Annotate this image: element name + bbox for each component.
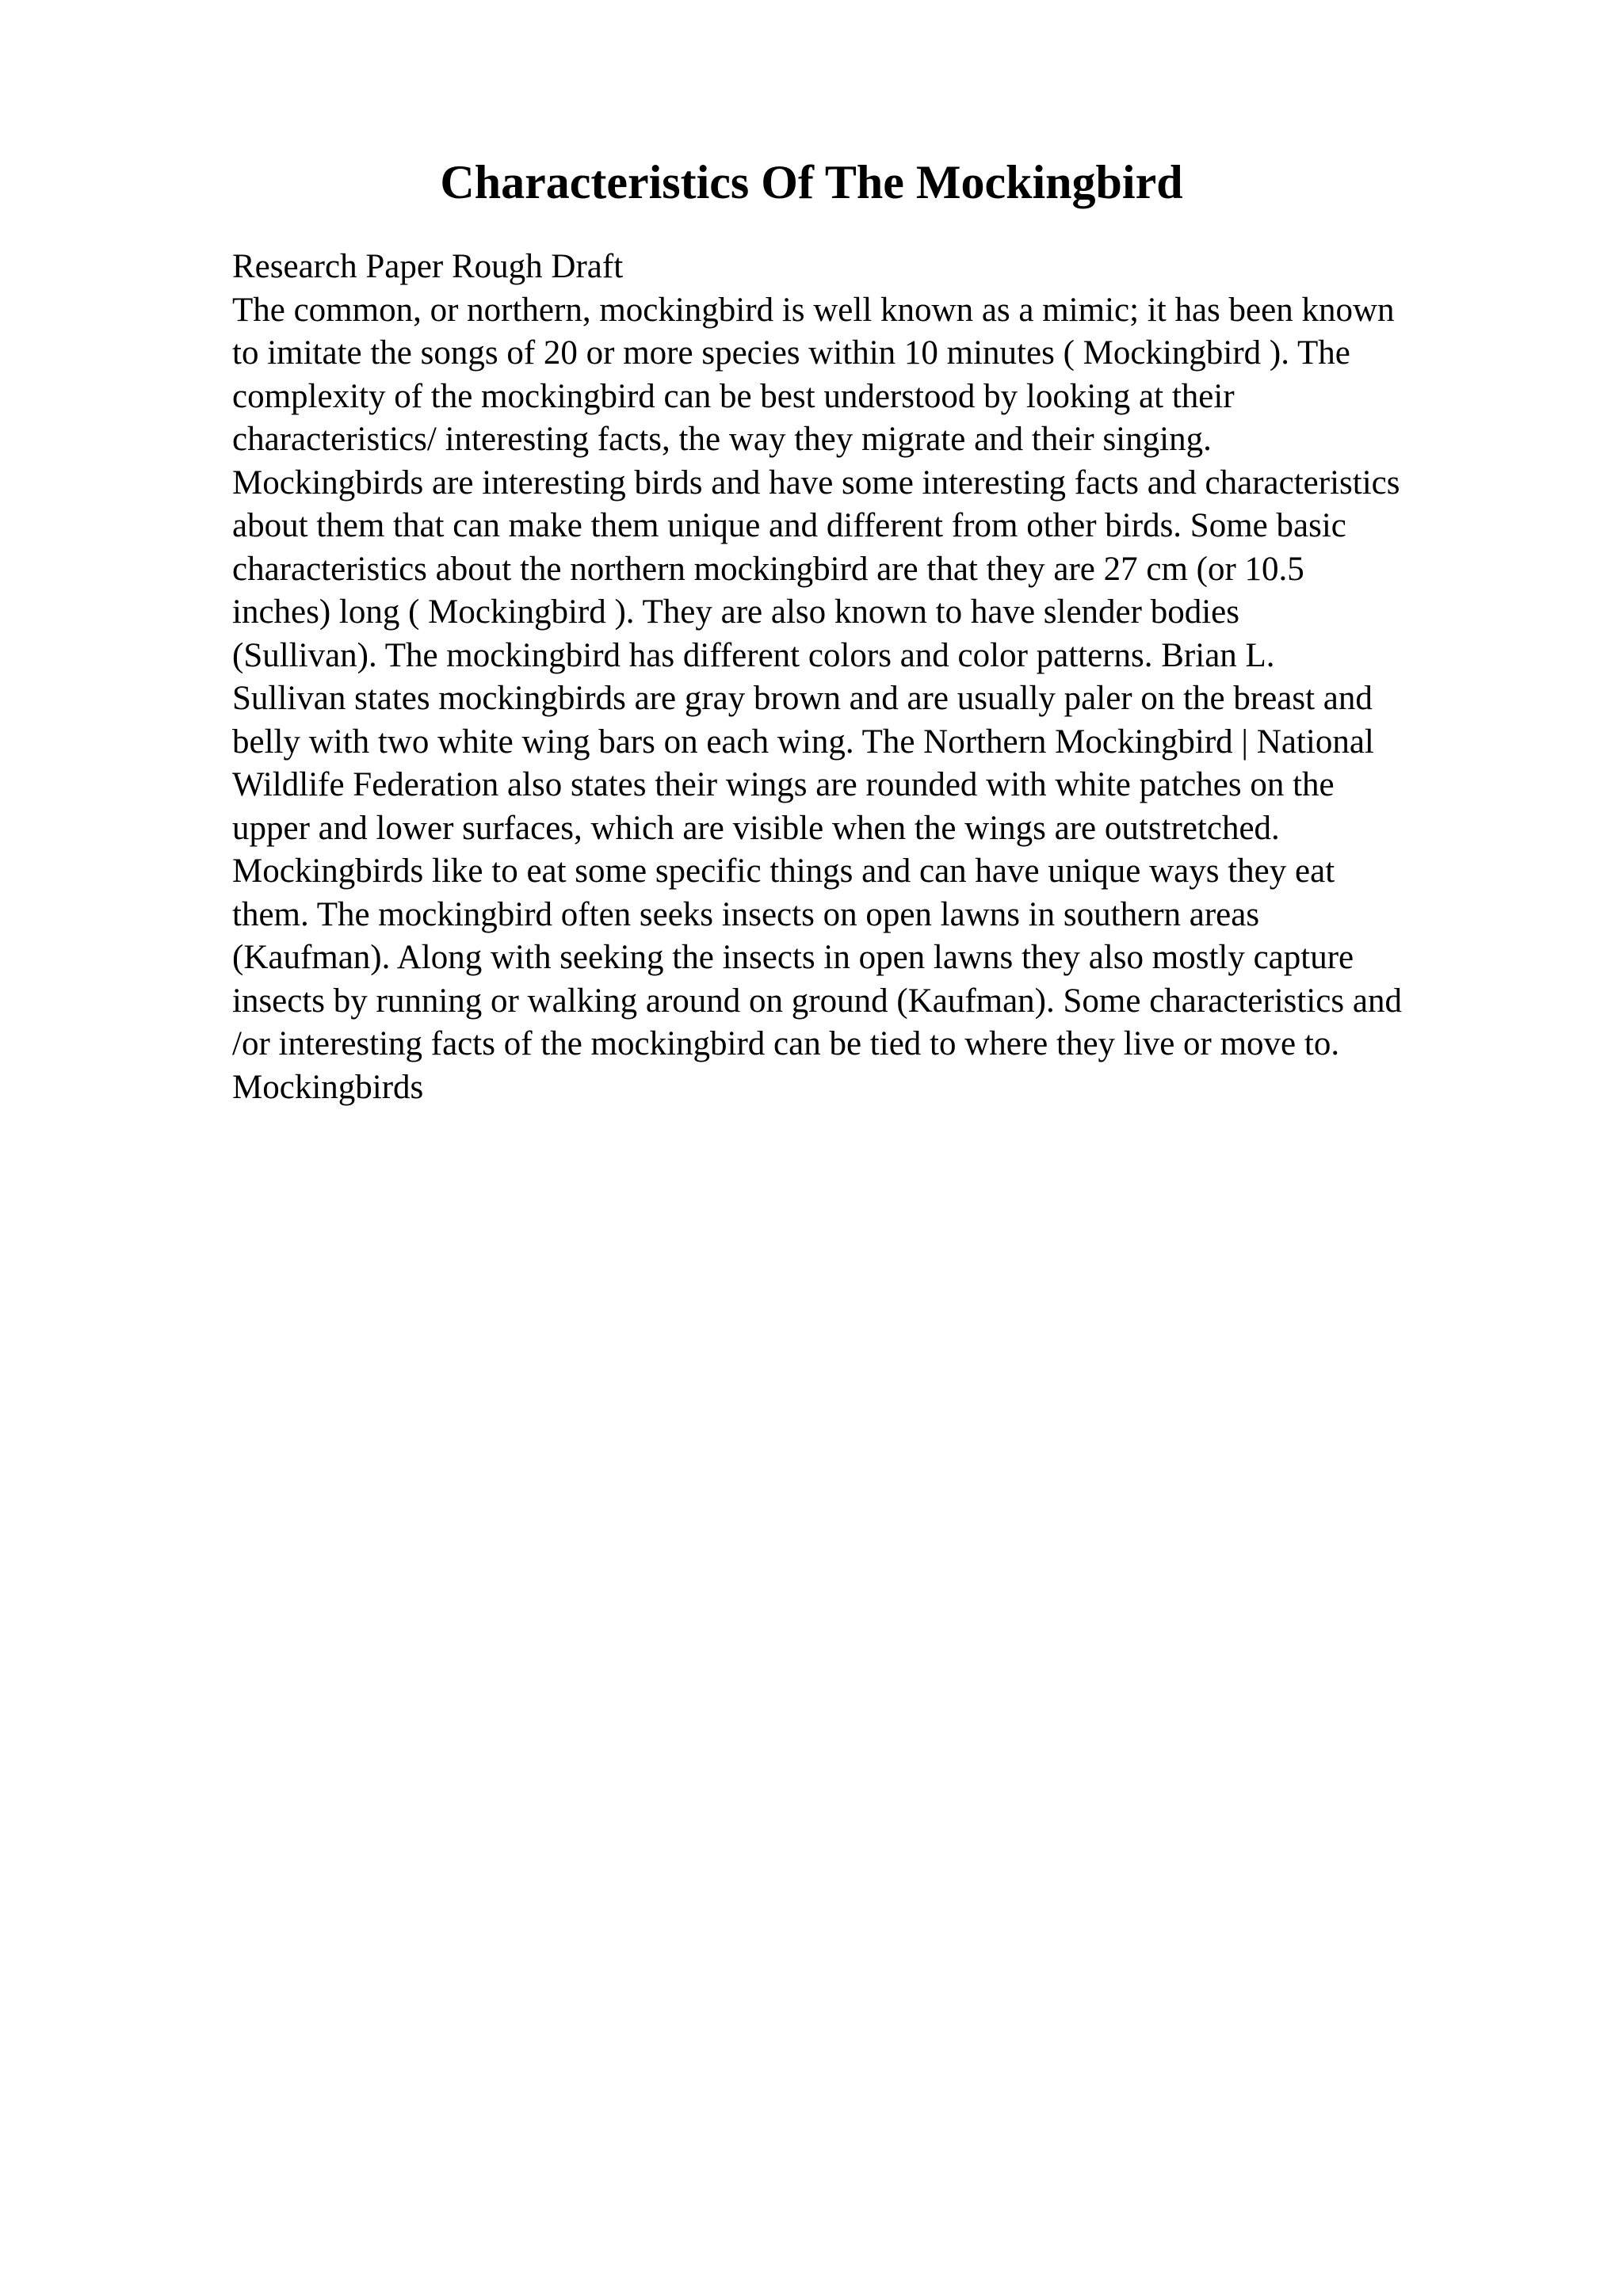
body-line: Mockingbirds (232, 1068, 424, 1106)
body-line: them. The mockingbird often seeks insects on open lawns in southern areas (232, 895, 1260, 933)
body-line: Sullivan states mockingbirds are gray brown and are usually paler on the breast and (232, 680, 1373, 717)
body-line: Mockingbirds are interesting birds and have some interesting facts and characteristics (232, 463, 1400, 502)
body-line: Wildlife Federation also states their wings are rounded with white patches on the (232, 766, 1335, 803)
body-line: belly with two white wing bars on each wing. The Northern Mockingbird | National (232, 723, 1374, 761)
body-line: /or interesting facts of the mockingbird can be tied to where they live or move to. (232, 1025, 1340, 1062)
body-line: characteristics about the northern mockingbird are that they are 27 cm (or 10.5 (232, 550, 1304, 588)
body-line: (Kaufman). Along with seeking the insects in open lawns they also mostly capture (232, 939, 1354, 976)
document-subtitle: Research Paper Rough Draft (232, 248, 624, 285)
document-title: Characteristics Of The Mockingbird (440, 156, 1183, 208)
body-line: complexity of the mockingbird can be best understood by looking at their (232, 377, 1235, 415)
body-line: Mockingbirds like to eat some specific things and can have unique ways they eat (232, 852, 1335, 890)
body-line: about them that can make them unique and different from other birds. Some basic (232, 507, 1346, 544)
document-body (232, 246, 1516, 1109)
body-line: insects by running or walking around on ground (Kaufman). Some characteristics and (232, 982, 1402, 1020)
body-line: to imitate the songs of 20 or more species within 10 minutes ( Mockingbird ). The (232, 334, 1350, 372)
body-line: (Sullivan). The mockingbird has different colors and color patterns. Brian L. (232, 636, 1275, 674)
body-line: upper and lower surfaces, which are visible when the wings are outstretched. (232, 809, 1280, 847)
body-line: The common, or northern, mockingbird is well known as a mimic; it has been known (232, 291, 1395, 329)
body-line: inches) long ( Mockingbird ). They are also known to have slender bodies (232, 593, 1239, 631)
body-line: characteristics/ interesting facts, the way they migrate and their singing. (232, 421, 1212, 458)
